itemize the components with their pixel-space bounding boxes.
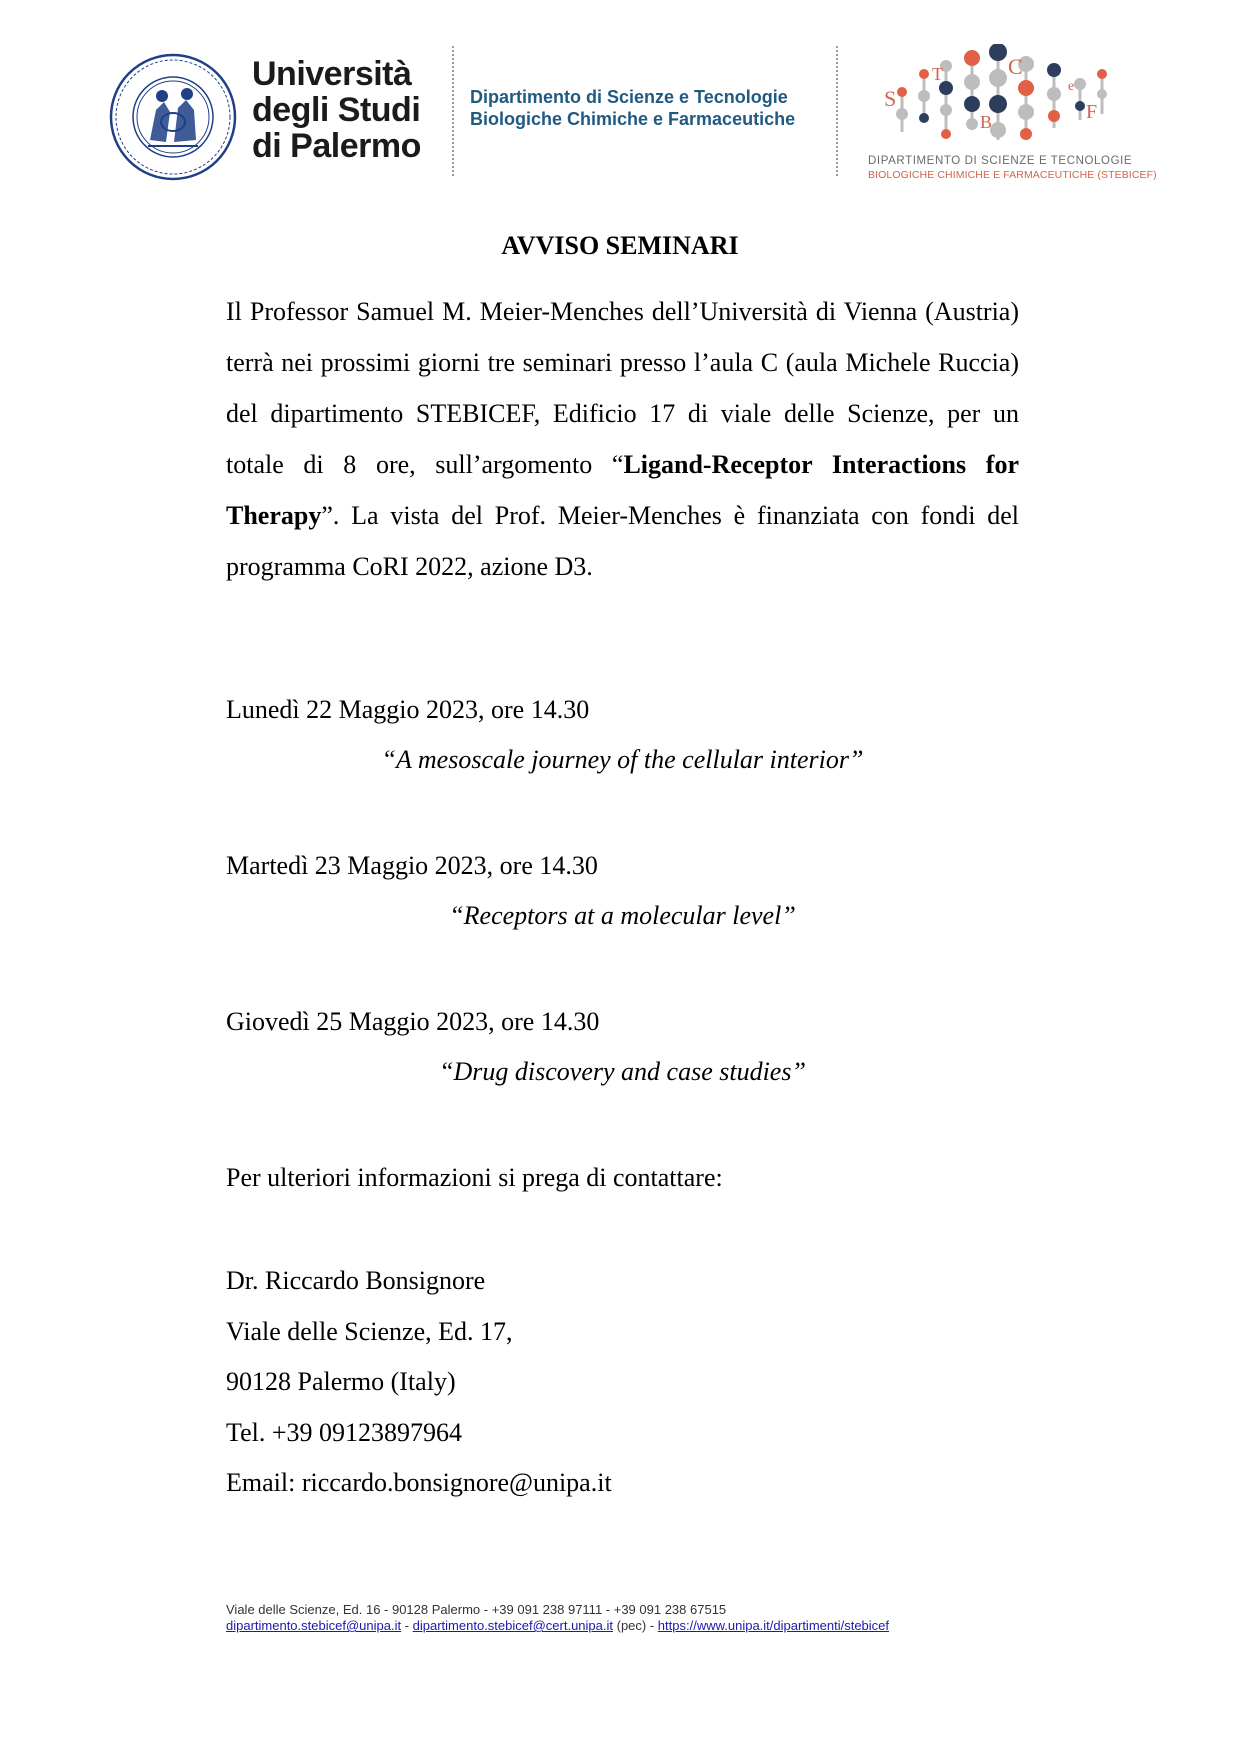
contact-phone: Tel. +39 09123897964 <box>226 1418 462 1447</box>
contact-email: Email: riccardo.bonsignore@unipa.it <box>226 1468 612 1497</box>
stebicef-caption <box>868 154 1168 182</box>
seminar-topic: Ligand-Receptor Interactions for Therapy <box>226 450 1019 530</box>
department-name <box>470 86 830 130</box>
logo-letter-t: T <box>932 64 943 84</box>
seminar-1-date: Lunedì 22 Maggio 2023, ore 14.30 <box>226 695 590 724</box>
logo-letter-f: F <box>1086 101 1098 123</box>
contact-prompt: Per ulteriori informazioni si prega di contattare: <box>226 1163 723 1192</box>
letterhead <box>0 0 1240 200</box>
intro-paragraph <box>226 286 1019 592</box>
footer-website-link[interactable]: https://www.unipa.it/dipartimenti/stebicef <box>657 1618 890 1633</box>
header-divider <box>836 46 838 176</box>
seminar-2-title: “Receptors at a molecular level” <box>449 901 796 930</box>
stebicef-caption-line1: DIPARTIMENTO DI SCIENZE E TECNOLOGIE <box>868 155 1133 167</box>
seminar-1-title: “A mesoscale journey of the cellular interior” <box>381 745 864 774</box>
seminar-3-title: “Drug discovery and case studies” <box>439 1057 806 1086</box>
footer-separator: - <box>401 1618 413 1633</box>
contact-address-line1: Viale delle Scienze, Ed. 17, <box>226 1317 513 1346</box>
header-divider <box>452 46 454 176</box>
logo-letter-s: S <box>884 86 897 111</box>
page-footer <box>226 1602 1026 1634</box>
intro-text-before: Il Professor Samuel M. Meier-Menches dell’Università di Vienna (Austria) terrà nei prossimi giorni tre seminari presso l’aula C (aula Michele Ruccia) del dipartimento STEBICEF, Edificio 17 di viale delle Scienze, per un totale di 8 ore, sull’argomento “ <box>226 297 1019 479</box>
university-name-line2: degli Studi <box>252 91 421 129</box>
department-name-line2: Biologiche Chimiche e Farmaceutiche <box>470 109 796 129</box>
footer-links-line <box>226 1618 1026 1634</box>
university-name-line3: di Palermo <box>252 127 421 165</box>
university-name <box>252 56 452 164</box>
logo-letter-c: C <box>1008 54 1023 79</box>
footer-pec-link[interactable]: dipartimento.stebicef@cert.unipa.it <box>412 1618 613 1633</box>
seminar-2-date: Martedì 23 Maggio 2023, ore 14.30 <box>226 851 598 880</box>
stebicef-caption-line2: BIOLOGICHE CHIMICHE E FARMACEUTICHE (STEBICEF) <box>868 169 1157 181</box>
footer-email-link[interactable]: dipartimento.stebicef@unipa.it <box>226 1618 402 1633</box>
intro-text-after: ”. La vista del Prof. Meier-Menches è finanziata con fondi del programma CoRI 2022, azione D3. <box>226 501 1019 581</box>
contact-name: Dr. Riccardo Bonsignore <box>226 1266 486 1295</box>
university-name-line1: Università <box>252 55 412 93</box>
seminar-3-date: Giovedì 25 Maggio 2023, ore 14.30 <box>226 1007 600 1036</box>
logo-letter-b: B <box>980 112 993 132</box>
contact-address-line2: 90128 Palermo (Italy) <box>226 1367 456 1396</box>
stebicef-molecule-logo <box>880 44 1130 154</box>
logo-letter-e: e <box>1068 79 1075 94</box>
footer-pec-suffix: (pec) - <box>613 1618 658 1633</box>
department-name-line1: Dipartimento di Scienze e Tecnologie <box>470 87 788 107</box>
footer-address-line: Viale delle Scienze, Ed. 16 - 90128 Palermo - +39 091 238 97111 - +39 091 238 67515 <box>226 1602 727 1617</box>
document-title: AVVISO SEMINARI <box>501 231 739 260</box>
university-seal-logo <box>108 52 238 182</box>
